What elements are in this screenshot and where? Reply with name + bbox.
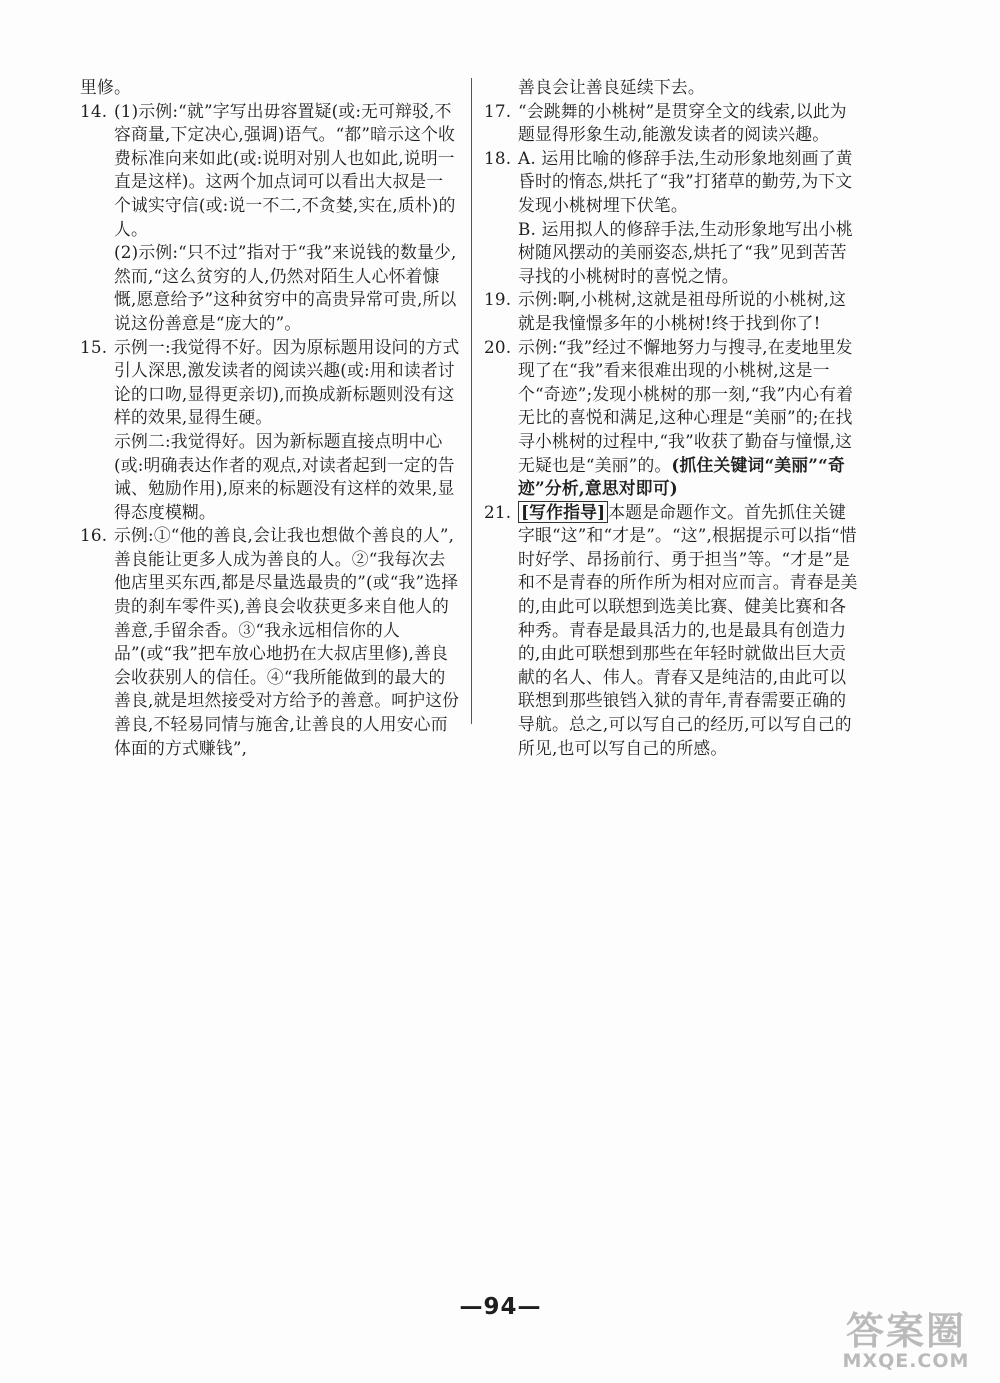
answer-paragraph: 示例二:我觉得好。因为新标题直接点明中心(或:明确表达作者的观点,对读者起到一定的告诫、勉励作用),原来的标题没有这样的效果,显得态度模糊。 (114, 430, 455, 522)
left-column (80, 76, 460, 760)
answer-paragraph: (2)示例:“只不过”指对于“我”来说钱的数量少,然而,“这么贫穷的人,仍然对陌生人心怀着慷慨,愿意给予”这种贫穷中的高贵异常可贵,所以说这份善意是“庞大的”。 (114, 242, 457, 333)
continuation-line: 善良会让善良延续下去。 (518, 77, 705, 97)
continuation-line: 里修。 (80, 77, 131, 97)
answer-item-18 (484, 147, 862, 289)
column-divider (471, 78, 472, 724)
answer-item-20 (484, 336, 862, 501)
answer-item-21 (484, 501, 862, 761)
item-number: 19. (484, 289, 512, 310)
answer-paragraph: B. 运用拟人的修辞手法,生动形象地写出小桃树随风摆动的美丽姿态,烘托了“我”见到苦苦寻找的小桃树时的喜悦之情。 (518, 218, 853, 286)
right-column (484, 76, 862, 760)
item-number: 16. (80, 525, 108, 546)
continuation-text (80, 76, 460, 100)
answer-paragraph: “会跳舞的小桃树”是贯穿全文的线索,以此为题显得形象生动,能激发读者的阅读兴趣。 (518, 100, 847, 145)
answer-item-19 (484, 288, 862, 335)
answer-item-16 (80, 524, 460, 760)
site-watermark (820, 1300, 992, 1378)
answer-paragraph: 示例一:我觉得不好。因为原标题用设问的方式引人深思,激发读者的阅读兴趣(或:用和读者讨论的口吻,显得更亲切),而换成新标题则没有这样的效果,显得生硬。 (114, 336, 460, 428)
item-number: 18. (484, 147, 512, 168)
answer-item-14 (80, 100, 460, 336)
item-number: 20. (484, 336, 512, 357)
answer-item-15 (80, 336, 460, 525)
writing-guide-tag: [写作指导] (518, 501, 608, 523)
watermark-logo-text: 答案圈 (845, 1309, 966, 1353)
answer-paragraph (518, 501, 862, 761)
answer-item-17 (484, 100, 862, 147)
item-number: 14. (80, 100, 108, 121)
answer-text: 本题是命题作文。首先抓住关键字眼“这”和“才是”。“这”,根据提示可以指“惜时好学、昂扬前行、勇于担当”等。“才是”是和不是青春的所作所为相对应而言。青春是美的,由此可以联想到选美比赛、健美比赛和各种秀。青春是最具活力的,也是最具有创造力的,由此可联想到那些在年轻时就做出巨大贡献的名人、伟人。青春又是纯洁的,由此可以联想到那些锒铛入狱的青年,青春需要正确的导航。总之,可以写自己的经历,可以写自己的所见,也可以写自己的所感。 (518, 501, 858, 758)
answer-paragraph: 示例:①“他的善良,会让我也想做个善良的人”,善良能让更多人成为善良的人。②“我每次去他店里买东西,都是尽量选最贵的”(或“我”选择贵的刹车零件买),善良会收获更多来自他人的善意,手留余香。③“我永远相信你的人品”(或“我”把车放心地扔在大叔店里修),善良会收获别人的信任。④“我所能做到的最大的善良,就是坦然接受对方给予的善意。呵护这份善良,不轻易同情与施舍,让善良的人用安心而体面的方式赚钱”, (114, 525, 460, 758)
watermark-url: MXQE.COM (842, 1350, 970, 1372)
item-number: 17. (484, 100, 512, 121)
answer-paragraph: (1)示例:“就”字写出毋容置疑(或:无可辩驳,不容商量,下定决心,强调)语气。“都”暗示这个收费标准向来如此(或:说明对别人也如此,说明一直是这样)。这两个加点词可以看出大叔是一个诚实守信(或:说一不二,不贪婪,实在,质朴)的人。 (114, 100, 456, 239)
continuation-text (484, 76, 862, 100)
answer-paragraph: 示例:啊,小桃树,这就是祖母所说的小桃树,这就是我憧憬多年的小桃树!终于找到你了! (518, 289, 847, 333)
item-number: 15. (80, 336, 108, 357)
page-number: —94— (459, 1294, 542, 1320)
grading-note: (抓住关键词“美丽”“奇迹”分析,意思对即可) (518, 454, 845, 499)
answer-text: 示例:“我”经过不懈地努力与搜寻,在麦地里发现了在“我”看来很难出现的小桃树,这是一个“奇迹”;发现小桃树的那一刻,“我”内心有着无比的喜悦和满足,这种心理是“美丽”的;在找寻小桃树的过程中,“我”收获了勤奋与憧憬,这无疑也是“美丽”的。 (518, 336, 854, 475)
answer-paragraph: A. 运用比喻的修辞手法,生动形象地刻画了黄昏时的惰态,烘托了“我”打猪草的勤劳,为下文发现小桃树埋下伏笔。 (518, 147, 853, 215)
item-number: 21. (484, 501, 512, 522)
answer-paragraph (518, 336, 862, 501)
